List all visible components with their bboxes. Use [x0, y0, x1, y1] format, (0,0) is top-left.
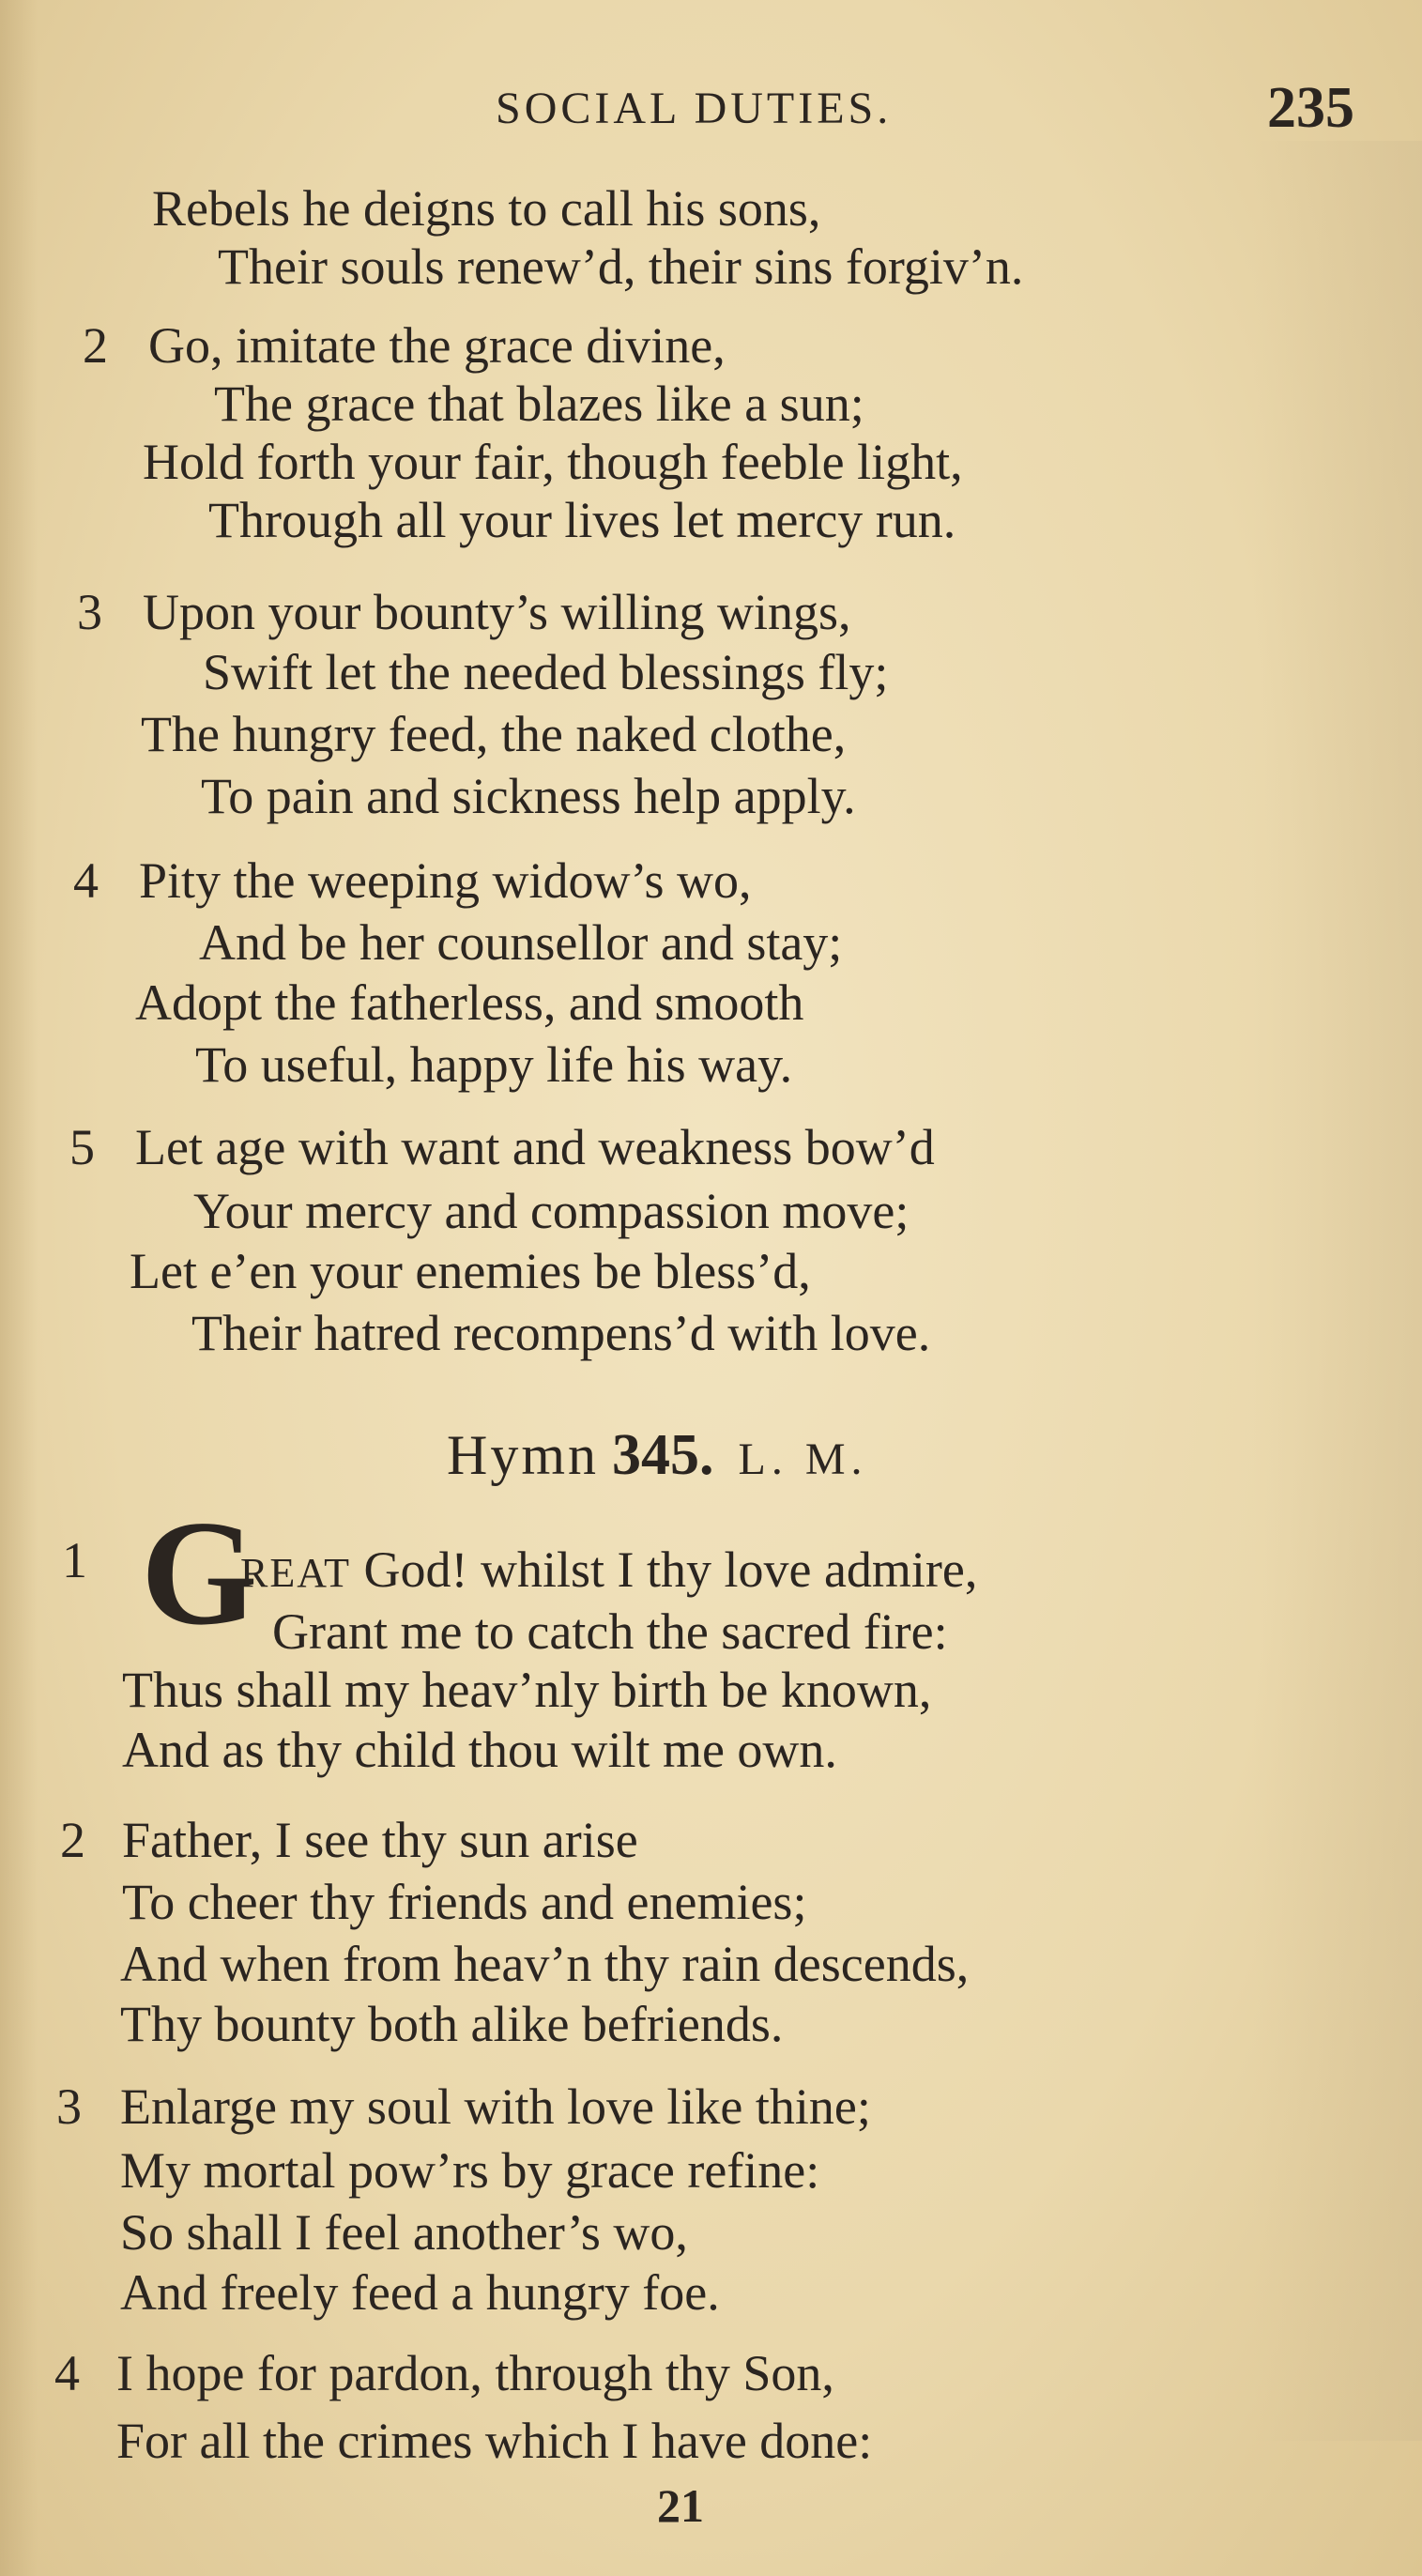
hymn-heading	[447, 1422, 868, 1489]
verse-line	[240, 1540, 977, 1600]
verse-line: Their hatred recompens’d with love.	[191, 1305, 931, 1361]
verse-line: Through all your lives let mercy run.	[208, 492, 956, 548]
verse-line: And as thy child thou wilt me own.	[122, 1722, 837, 1778]
verse-line: Thy bounty both alike befriends.	[120, 1996, 784, 2052]
verse-number: 4	[54, 2345, 80, 2401]
verse-line: For all the crimes which I have done:	[116, 2413, 873, 2469]
continuation-line: Rebels he deigns to call his sons,	[152, 180, 821, 237]
hymn-heading-number: 345.	[612, 1423, 714, 1487]
verse-line: Grant me to catch the sacred fire:	[272, 1603, 948, 1660]
verse-number: 1	[62, 1532, 87, 1588]
drop-cap-word-rest: REAT	[240, 1550, 351, 1596]
page-gutter-shadow	[0, 0, 38, 2576]
show-through-shade	[1253, 141, 1422, 2441]
verse-line: And be her counsellor and stay;	[199, 914, 843, 971]
verse-number: 5	[69, 1119, 95, 1175]
verse-line: Let age with want and weakness bow’d	[135, 1119, 935, 1175]
verse-line: I hope for pardon, through thy Son,	[116, 2345, 834, 2401]
verse-line: So shall I feel another’s wo,	[120, 2204, 688, 2261]
verse-line-text: God! whilst I thy love admire,	[363, 1541, 978, 1598]
verse-line: Go, imitate the grace divine,	[148, 317, 726, 374]
verse-number: 2	[60, 1812, 85, 1868]
verse-line: The hungry feed, the naked clothe,	[141, 706, 847, 762]
hymn-heading-word: Hymn	[447, 1424, 599, 1486]
verse-number: 2	[83, 317, 108, 374]
verse-line: Adopt the fatherless, and smooth	[135, 974, 804, 1031]
verse-line: Father, I see thy sun arise	[122, 1812, 638, 1868]
drop-cap: G	[141, 1489, 258, 1656]
verse-line: Upon your bounty’s willing wings,	[143, 584, 851, 640]
verse-line: Swift let the needed blessings fly;	[203, 644, 889, 700]
verse-line: And when from heav’n thy rain descends,	[120, 1936, 970, 1992]
hymn-heading-meter: L. M.	[738, 1434, 868, 1484]
verse-line: Your mercy and compassion move;	[193, 1183, 910, 1239]
signature-mark: 21	[657, 2479, 704, 2532]
verse-number: 3	[56, 2078, 82, 2135]
verse-line: Enlarge my soul with love like thine;	[120, 2078, 871, 2135]
continuation-line: Their souls renew’d, their sins forgiv’n.	[218, 238, 1024, 295]
verse-line: My mortal pow’rs by grace refine:	[120, 2142, 820, 2199]
running-head-title: SOCIAL DUTIES.	[496, 84, 893, 133]
verse-line: To useful, happy life his way.	[195, 1036, 793, 1093]
verse-number: 3	[77, 584, 102, 640]
verse-line: To cheer thy friends and enemies;	[122, 1874, 807, 1930]
verse-line: And freely feed a hungry foe.	[120, 2264, 720, 2321]
verse-line: The grace that blazes like a sun;	[214, 376, 864, 432]
verse-line: To pain and sickness help apply.	[201, 768, 856, 824]
verse-line: Hold forth your fair, though feeble light,	[143, 434, 963, 490]
running-head	[0, 75, 1422, 141]
verse-line: Pity the weeping widow’s wo,	[139, 852, 752, 909]
verse-number: 4	[73, 852, 99, 909]
page-number: 235	[1267, 76, 1354, 140]
verse-line: Thus shall my heav’nly birth be known,	[122, 1662, 932, 1718]
verse-line: Let e’en your enemies be bless’d,	[130, 1243, 811, 1299]
